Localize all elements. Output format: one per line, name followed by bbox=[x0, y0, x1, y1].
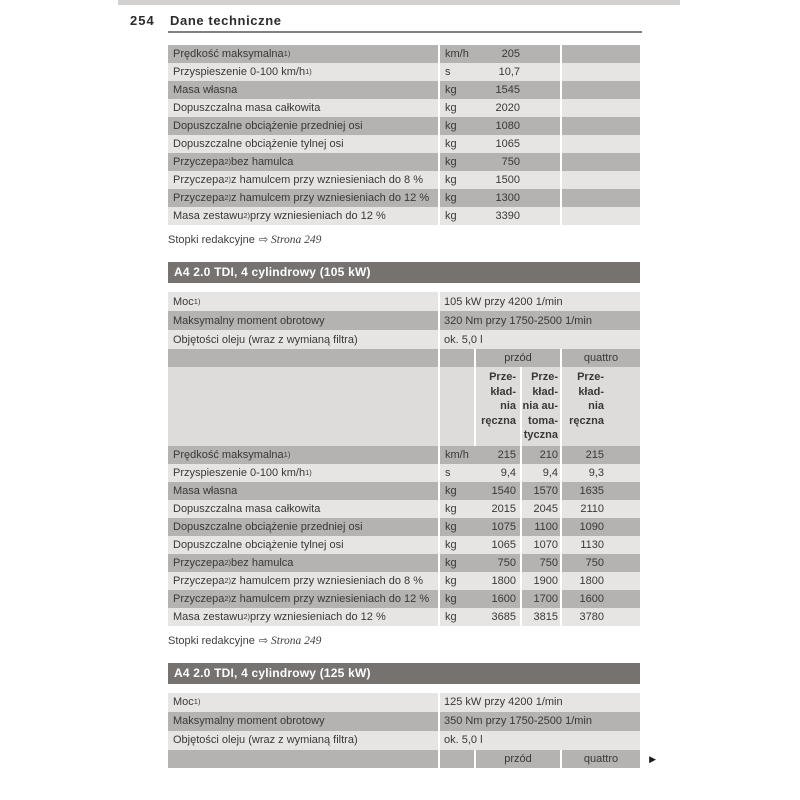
spec-value-automatic: 1700 bbox=[522, 590, 560, 608]
spec-row bbox=[168, 189, 640, 207]
empty-cell bbox=[440, 367, 474, 446]
spec-value: 125 kW przy 4200 1/min bbox=[440, 693, 640, 712]
spec-row bbox=[168, 117, 640, 135]
spec-value: 350 Nm przy 1750-2500 1/min bbox=[440, 712, 640, 731]
spec-label: Masa zestawu 2) przy wzniesieniach do 12 % bbox=[168, 608, 438, 626]
cross-reference-arrow-icon: ⇨ bbox=[258, 234, 269, 246]
spec-label: Objętości oleju (wraz z wymianą filtra) bbox=[168, 330, 438, 349]
spec-value: 3390 bbox=[495, 210, 520, 222]
spec-value: 1080 bbox=[495, 120, 520, 132]
spec-unit-value bbox=[440, 500, 520, 518]
spec-unit-value bbox=[440, 464, 520, 482]
spec-unit-value bbox=[440, 45, 560, 63]
spec-value-quattro: 1130 bbox=[562, 536, 640, 554]
spec-value: ok. 5,0 l bbox=[440, 330, 640, 349]
empty-cell bbox=[562, 45, 640, 63]
engine-info-row bbox=[168, 311, 640, 330]
spec-value-manual: 2015 bbox=[491, 502, 516, 515]
spec-value: 2020 bbox=[495, 102, 520, 114]
spec-value-automatic: 1070 bbox=[522, 536, 560, 554]
spec-unit-value bbox=[440, 536, 520, 554]
spec-row bbox=[168, 171, 640, 189]
spec-value: 10,7 bbox=[498, 66, 520, 78]
spec-row bbox=[168, 500, 640, 518]
drive-quattro-header: quattro bbox=[562, 750, 640, 768]
spec-unit-value bbox=[440, 572, 520, 590]
engine-info-row bbox=[168, 712, 640, 731]
spec-unit: kg bbox=[445, 592, 457, 605]
spec-label: Moc 1) bbox=[168, 292, 438, 311]
spec-row bbox=[168, 464, 640, 482]
spec-unit: kg bbox=[445, 102, 457, 114]
spec-value-automatic: 1900 bbox=[522, 572, 560, 590]
spec-value-quattro: 1635 bbox=[562, 482, 640, 500]
spec-value-quattro: 750 bbox=[562, 554, 640, 572]
spec-value-quattro: 9,3 bbox=[562, 464, 640, 482]
empty-cell bbox=[562, 189, 640, 207]
spec-value: 105 kW przy 4200 1/min bbox=[440, 292, 640, 311]
spec-label: Dopuszczalna masa całkowita bbox=[168, 99, 438, 117]
empty-cell bbox=[440, 750, 474, 768]
empty-cell bbox=[168, 750, 438, 768]
spec-label: Dopuszczalne obciążenie tylnej osi bbox=[168, 536, 438, 554]
empty-cell bbox=[440, 349, 474, 367]
drive-quattro-header: quattro bbox=[562, 349, 640, 367]
spec-unit-value bbox=[440, 117, 560, 135]
spec-unit-value bbox=[440, 446, 520, 464]
spec-row bbox=[168, 207, 640, 225]
table-continuation-arrow-icon: ▶ bbox=[649, 753, 656, 764]
spec-value-automatic: 1570 bbox=[522, 482, 560, 500]
spec-row bbox=[168, 536, 640, 554]
spec-unit: kg bbox=[445, 556, 457, 569]
spec-row bbox=[168, 518, 640, 536]
spec-value: 320 Nm przy 1750-2500 1/min bbox=[440, 311, 640, 330]
spec-value-quattro: 1800 bbox=[562, 572, 640, 590]
spec-unit: kg bbox=[445, 210, 457, 222]
variant-specs-table-105kw bbox=[168, 446, 640, 626]
cross-reference-arrow-icon: ⇨ bbox=[258, 634, 269, 647]
spec-label: Przyspieszenie 0-100 km/h 1) bbox=[168, 63, 438, 81]
spec-value-manual: 9,4 bbox=[500, 466, 516, 479]
spec-row bbox=[168, 45, 640, 63]
spec-value-manual: 3685 bbox=[491, 610, 516, 623]
spec-value-quattro: 215 bbox=[562, 446, 640, 464]
spec-unit: km/h bbox=[445, 48, 469, 60]
section-header-105kw: A4 2.0 TDI, 4 cylindrowy (105 kW) bbox=[168, 262, 640, 283]
spec-value-automatic: 750 bbox=[522, 554, 560, 572]
spec-unit: kg bbox=[445, 520, 457, 533]
spec-row bbox=[168, 554, 640, 572]
spec-label: Masa własna bbox=[168, 81, 438, 99]
spec-label: Przyspieszenie 0-100 km/h 1) bbox=[168, 464, 438, 482]
spec-label: Przyczepa 2) z hamulcem przy wzniesieniach do 12 % bbox=[168, 590, 438, 608]
spec-unit: km/h bbox=[445, 448, 469, 461]
spec-value-manual: 1540 bbox=[491, 484, 516, 497]
spec-row bbox=[168, 482, 640, 500]
spec-label: Maksymalny moment obrotowy bbox=[168, 712, 438, 731]
empty-cell bbox=[562, 81, 640, 99]
spec-row bbox=[168, 153, 640, 171]
engine-info-table-125kw bbox=[168, 693, 640, 750]
scan-edge-shadow bbox=[118, 0, 680, 5]
spec-row bbox=[168, 446, 640, 464]
spec-unit: kg bbox=[445, 192, 457, 204]
spec-value-automatic: 1100 bbox=[522, 518, 560, 536]
spec-unit: kg bbox=[445, 502, 457, 515]
spec-unit-value bbox=[440, 63, 560, 81]
spec-value: 1500 bbox=[495, 174, 520, 186]
spec-unit-value bbox=[440, 207, 560, 225]
spec-value: 205 bbox=[501, 48, 520, 60]
spec-unit-value bbox=[440, 590, 520, 608]
spec-label: Prędkość maksymalna 1) bbox=[168, 45, 438, 63]
drive-type-header-row bbox=[168, 750, 656, 768]
gearbox-quattro-manual-header: Prze- kład- nia ręczna bbox=[562, 367, 640, 446]
spec-row bbox=[168, 81, 640, 99]
spec-row bbox=[168, 572, 640, 590]
empty-cell bbox=[562, 63, 640, 81]
gearbox-automatic-header: Prze- kład- nia au- toma- tyczna bbox=[522, 367, 560, 446]
spec-unit: s bbox=[445, 66, 451, 78]
footnote-target: Strona 249 bbox=[271, 634, 322, 647]
spec-value-manual: 1065 bbox=[491, 538, 516, 551]
empty-cell bbox=[168, 367, 438, 446]
footnote-label: Stopki redakcyjne bbox=[168, 234, 255, 246]
page-title: Dane techniczne bbox=[170, 13, 282, 28]
spec-unit-value bbox=[440, 135, 560, 153]
spec-label: Dopuszczalne obciążenie tylnej osi bbox=[168, 135, 438, 153]
footnote-label: Stopki redakcyjne bbox=[168, 634, 255, 647]
empty-cell bbox=[168, 349, 438, 367]
spec-row bbox=[168, 99, 640, 117]
spec-label: Maksymalny moment obrotowy bbox=[168, 311, 438, 330]
section-header-125kw: A4 2.0 TDI, 4 cylindrowy (125 kW) bbox=[168, 663, 640, 684]
general-specs-table bbox=[168, 45, 640, 225]
page-number: 254 bbox=[130, 13, 155, 28]
spec-value: 1545 bbox=[495, 84, 520, 96]
spec-unit-value bbox=[440, 518, 520, 536]
spec-label: Przyczepa 2) z hamulcem przy wzniesieniach do 12 % bbox=[168, 189, 438, 207]
spec-label: Przyczepa 2) bez hamulca bbox=[168, 153, 438, 171]
spec-label: Prędkość maksymalna 1) bbox=[168, 446, 438, 464]
spec-unit-value bbox=[440, 554, 520, 572]
drive-type-header-row bbox=[168, 349, 640, 367]
spec-unit: kg bbox=[445, 120, 457, 132]
spec-unit-value bbox=[440, 608, 520, 626]
spec-value-quattro: 3780 bbox=[562, 608, 640, 626]
spec-value: 1065 bbox=[495, 138, 520, 150]
spec-value-quattro: 1600 bbox=[562, 590, 640, 608]
empty-cell bbox=[562, 135, 640, 153]
spec-unit: kg bbox=[445, 174, 457, 186]
empty-cell bbox=[562, 207, 640, 225]
drive-front-header: przód bbox=[476, 349, 560, 367]
title-rule bbox=[168, 31, 642, 33]
spec-unit: kg bbox=[445, 484, 457, 497]
footnote-reference bbox=[168, 233, 640, 246]
spec-value-manual: 1075 bbox=[491, 520, 516, 533]
spec-row bbox=[168, 135, 640, 153]
spec-unit: kg bbox=[445, 156, 457, 168]
spec-value-manual: 1600 bbox=[491, 592, 516, 605]
spec-unit-value bbox=[440, 99, 560, 117]
gearbox-manual-header: Prze- kład- nia ręczna bbox=[476, 367, 520, 446]
spec-label: Objętości oleju (wraz z wymianą filtra) bbox=[168, 731, 438, 750]
spec-label: Przyczepa 2) z hamulcem przy wzniesieniach do 8 % bbox=[168, 171, 438, 189]
spec-value-manual: 1800 bbox=[491, 574, 516, 587]
engine-info-row bbox=[168, 731, 640, 750]
spec-unit-value bbox=[440, 81, 560, 99]
spec-value: 750 bbox=[501, 156, 520, 168]
gearbox-header-row bbox=[168, 367, 640, 446]
spec-value-manual: 215 bbox=[497, 448, 516, 461]
footnote-target: Strona 249 bbox=[271, 234, 322, 246]
empty-cell bbox=[562, 153, 640, 171]
spec-value-automatic: 210 bbox=[522, 446, 560, 464]
page-content bbox=[168, 45, 656, 768]
spec-unit: kg bbox=[445, 84, 457, 96]
spec-row bbox=[168, 63, 640, 81]
spec-unit: kg bbox=[445, 538, 457, 551]
engine-info-row bbox=[168, 292, 640, 311]
spec-value-automatic: 3815 bbox=[522, 608, 560, 626]
spec-unit-value bbox=[440, 171, 560, 189]
spec-label: Moc 1) bbox=[168, 693, 438, 712]
engine-info-row bbox=[168, 693, 640, 712]
spec-unit-value bbox=[440, 482, 520, 500]
spec-row bbox=[168, 590, 640, 608]
spec-value-quattro: 1090 bbox=[562, 518, 640, 536]
spec-value-automatic: 9,4 bbox=[522, 464, 560, 482]
spec-label: Masa własna bbox=[168, 482, 438, 500]
spec-unit: kg bbox=[445, 610, 457, 623]
spec-value-automatic: 2045 bbox=[522, 500, 560, 518]
spec-label: Przyczepa 2) bez hamulca bbox=[168, 554, 438, 572]
spec-value: 1300 bbox=[495, 192, 520, 204]
spec-value-manual: 750 bbox=[497, 556, 516, 569]
spec-label: Przyczepa 2) z hamulcem przy wzniesieniach do 8 % bbox=[168, 572, 438, 590]
spec-unit: s bbox=[445, 466, 451, 479]
spec-label: Masa zestawu 2) przy wzniesieniach do 12 % bbox=[168, 207, 438, 225]
spec-unit-value bbox=[440, 153, 560, 171]
spec-value: ok. 5,0 l bbox=[440, 731, 640, 750]
engine-info-table-105kw bbox=[168, 292, 640, 349]
spec-value-quattro: 2110 bbox=[562, 500, 640, 518]
spec-unit: kg bbox=[445, 574, 457, 587]
empty-cell bbox=[562, 117, 640, 135]
empty-cell bbox=[562, 99, 640, 117]
footnote-reference bbox=[168, 634, 640, 647]
spec-label: Dopuszczalna masa całkowita bbox=[168, 500, 438, 518]
drive-front-header: przód bbox=[476, 750, 560, 768]
engine-info-row bbox=[168, 330, 640, 349]
empty-cell bbox=[562, 171, 640, 189]
spec-label: Dopuszczalne obciążenie przedniej osi bbox=[168, 518, 438, 536]
spec-unit: kg bbox=[445, 138, 457, 150]
spec-row bbox=[168, 608, 640, 626]
spec-label: Dopuszczalne obciążenie przedniej osi bbox=[168, 117, 438, 135]
spec-unit-value bbox=[440, 189, 560, 207]
